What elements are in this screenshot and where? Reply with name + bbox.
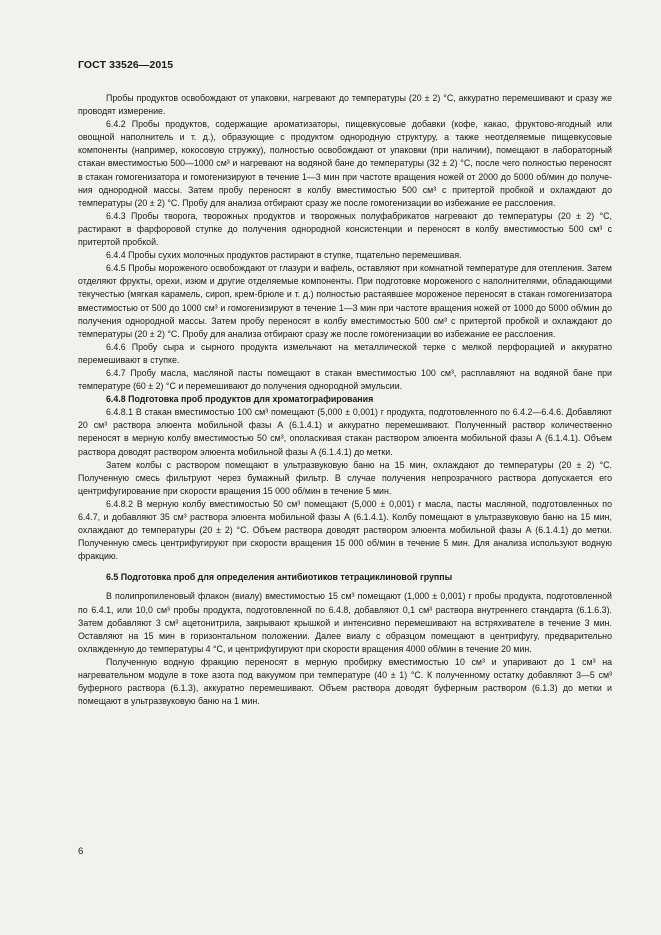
- paragraph-6-5-1: В полипропиленовый флакон (виалу) вместимостью 15 см³ помещают (1,000 ± 0,001) г пробы продукта, подготовленной по 6.4.1, или 10,0 см³ пробы продукта, подготовленной по 6.4.8, добавляют 0,1 см³ раствора внутреннего стандарта (6.1.6.3). Затем добавляют 3 см³ ацетонитрила, закрывают крышкой и интенсивно перемешивают на встряхивателе в течение 3 мин. Оставляют на 15 мин в горизонтальном положении. Далее виалу с образцом помещают в центрифугу, предварительно охлажденную до температуры 4 °С, и центрифугируют при скорости вращения 4000 об/мин в течение 20 мин.: [78, 591, 612, 654]
- paragraph-6-4-4: 6.4.4 Пробы сухих молочных продуктов растирают в ступке, тщательно перемешивая.: [106, 250, 462, 261]
- paragraph-intro: Пробы продуктов освобождают от упаковки, нагревают до температуры (20 ± 2) °С, аккуратно перемешивают и сразу же проводят измерение.: [78, 93, 612, 117]
- paragraph-6-4-6: 6.4.6 Пробу сыра и сырного продукта измельчают на металлической терке с мелкой перфорацией и аккуратно перемешивают в ступке.: [78, 341, 612, 365]
- section-heading-6-5: 6.5 Подготовка проб для определения антибиотиков тетрациклиновой группы: [106, 572, 453, 583]
- subheading-6-4-8: 6.4.8 Подготовка проб продуктов для хроматографирования: [106, 394, 374, 405]
- paragraph-6-4-5: 6.4.5 Пробы мороженого освобождают от глазури и вафель, оставляют при комнатной температуре для отепления. Затем отделяют фрукты, орехи, изюм и другие отделяемые компоненты. При подготовке мороженого с наполнителями, обладающими текучестью (мягкая карамель, сироп, крем-брюле и т. д.) полностью растаявшее мороженое переносят в стакан гомогенизатора вместимостью от 500 до 1000 см³ и гомогенизируют в течение 1—3 мин при частоте вращения ножей от 1000 до 5000 об/мин до получения однородной массы. Затем пробу переносят в колбу вместимостью 500 см³ с притертой пробкой и охлаждают до температуры (20 ± 2) °С. Пробу для анализа отбирают сразу же после гомогенизации во избежание ее расслоения.: [78, 263, 612, 339]
- paragraph-6-4-8-1-cont: Затем колбы с раствором помещают в ультразвуковую баню на 15 мин, охлаждают до температуры (20 ± 2) °С. Полученную смесь фильтруют через бумажный фильтр. В случае получения непрозрачного раствора допускается его центрифугирование при скорости вращения 15 000 об/мин в течение 5 мин.: [78, 459, 612, 496]
- paragraph-6-4-3: 6.4.3 Пробы творога, творожных продуктов и творожных полуфабрикатов нагревают до температуры (20 ± 2) °С, растирают в фарфоровой ступке до получения однородной консистенции и переносят в колбу вместимостью 500 см³ с притертой пробкой.: [78, 210, 612, 248]
- paragraph-6-4-7: 6.4.7 Пробу масла, масляной пасты помещают в стакан вместимостью 100 см³, расплавляют на водяной бане при температуре (60 ± 2) °С и перемешивают до получения однородной эмульсии.: [78, 367, 612, 392]
- paragraph-6-4-8-2: 6.4.8.2 В мерную колбу вместимостью 50 см³ помещают (5,000 ± 0,001) г масла, пасты масляной, подготовленных по 6.4.7, и добавляют 35 см³ раствора элюента мобильной фазы А (6.1.4.1). Колбу помещают в ультразвуковую баню на 15 мин, охлаждают до температуры (20 ± 2) °С. Объем раствора доводят раствором элюента мобильной фазы А (6.1.4.1) до метки. Полученную смесь центрифугируют при скорости вращения 15 000 об/мин в течение 5 мин. Для анализа используют водную фракцию.: [78, 498, 612, 562]
- paragraph-6-4-2: 6.4.2 Пробы продуктов, содержащие ароматизаторы, пищевкусовые добавки (кофе, какао, фруктово-ягодный или овощной наполнитель и т. д.), образующие с продуктом однородную структуру, а также неотделяемые пищевкусовые компоненты (например, кокосовую стружку), полностью освобождают от упаковки (при наличии), помещают в лабораторный стакан вместимостью 500—1000 см³ и нагревают на водяной бане до температуры (32 ± 2) °С, после чего полностью переносят в стакан гомогенизатора и гомогенизируют в течение 1—3 мин при частоте вращения ножей от 2000 до 5000 об/мин до получения однородной массы. Затем пробу переносят в колбу вместимостью 500 см³ с притертой пробкой и охлаждают до температуры (20 ± 2) °С. Пробу для анализа отбирают сразу же после гомогенизации во избежание ее расслоения.: [78, 119, 612, 208]
- document-header: ГОСТ 33526—2015: [78, 59, 174, 71]
- page-number: 6: [78, 846, 84, 857]
- paragraph-6-4-8-1: 6.4.8.1 В стакан вместимостью 100 см³ помещают (5,000 ± 0,001) г продукта, подготовленного по 6.4.2—6.4.6. Добавляют 20 см³ раствора элюента мобильной фазы А (6.1.4.1) и аккуратно перемешивают. Полученный раствор количественно переносят в мерную колбу вместимостью 50 см³, ополаскивая стакан раствором элюента мобильной фазы А (6.1.4.1). Объем раствора доводят раствором элюента мобильной фазы А (6.1.4.1) до метки.: [78, 407, 612, 457]
- document-body: [78, 92, 612, 708]
- paragraph-6-5-2: Полученную водную фракцию переносят в мерную пробирку вместимостью 10 см³ и упаривают до 1 см³ на нагревательном модуле в токе азота под вакуумом при температуре (40 ± 1) °С. К полученному остатку добавляют 3—5 см³ буферного раствора (6.1.3), аккуратно перемешивают. Объем раствора доводят буферным раствором (6.1.3) до метки и помещают в ультразвуковую баню на 1 мин.: [78, 656, 612, 707]
